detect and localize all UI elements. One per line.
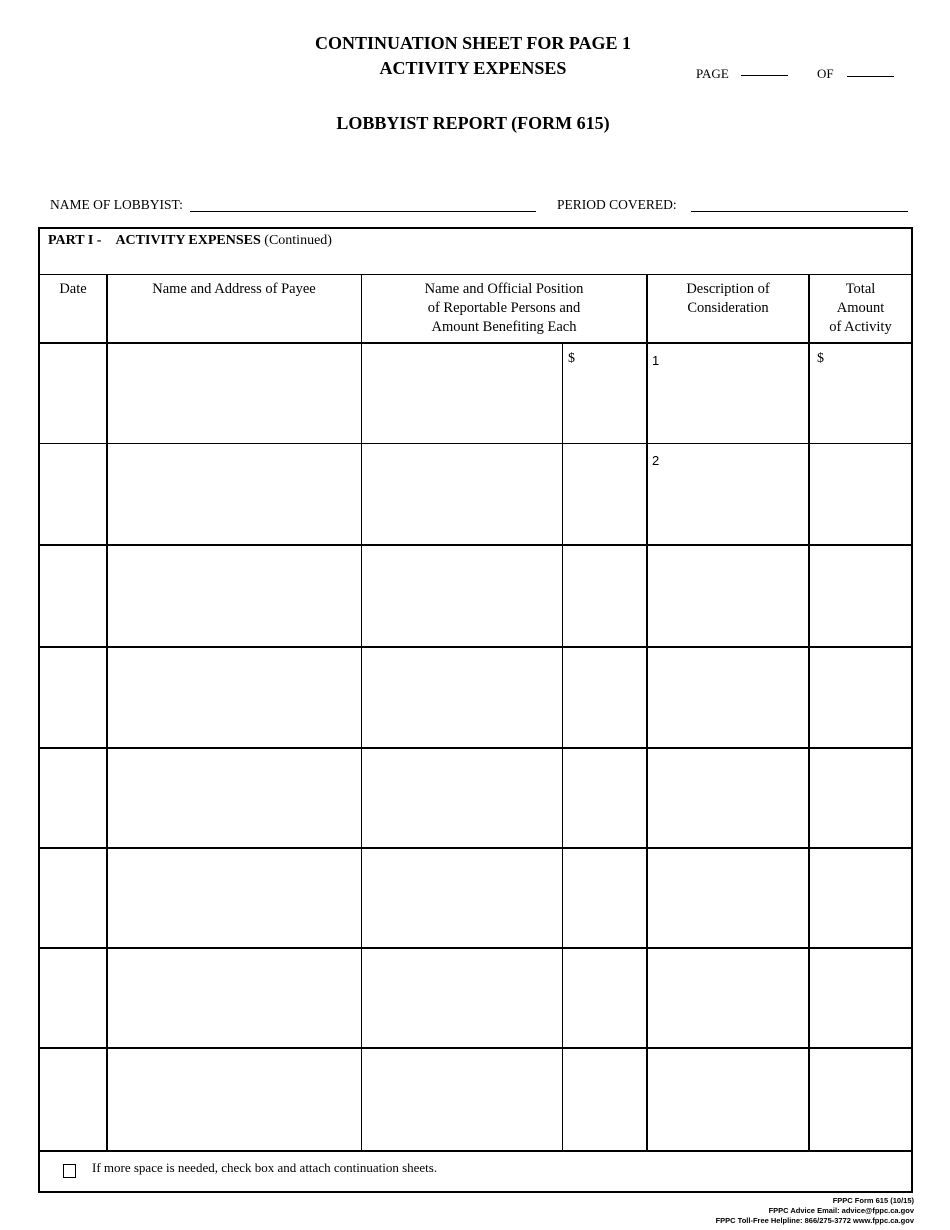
divider bbox=[38, 847, 913, 849]
divider bbox=[38, 947, 913, 949]
period-covered-label: PERIOD COVERED: bbox=[557, 197, 677, 212]
divider bbox=[38, 342, 913, 344]
footer-advice-email: FPPC Advice Email: advice@fppc.ca.gov bbox=[768, 1206, 914, 1215]
header-line: Name and Official Position bbox=[424, 281, 584, 297]
divider bbox=[38, 1150, 913, 1152]
continuation-note: If more space is needed, check box and attach continuation sheets. bbox=[92, 1160, 438, 1175]
lobbyist-name-label: NAME OF LOBBYIST: bbox=[50, 197, 183, 212]
column-header-date: Date bbox=[59, 281, 87, 297]
page-total-field[interactable] bbox=[847, 76, 894, 77]
form-title-line2: ACTIVITY EXPENSES bbox=[379, 58, 567, 78]
consideration-number-2: 2 bbox=[652, 453, 660, 468]
form-footer bbox=[716, 1196, 914, 1226]
header-line: Description of bbox=[686, 281, 770, 297]
divider bbox=[38, 1047, 913, 1049]
divider bbox=[38, 646, 913, 648]
part-heading bbox=[48, 233, 332, 249]
divider bbox=[38, 274, 913, 275]
page-number-field[interactable] bbox=[741, 75, 788, 76]
header-line: of Reportable Persons and bbox=[427, 300, 581, 316]
divider bbox=[38, 747, 913, 749]
column-header-description bbox=[648, 280, 808, 318]
form-title-line3: LOBBYIST REPORT (FORM 615) bbox=[336, 113, 610, 133]
lobbyist-name-field[interactable] bbox=[190, 211, 536, 212]
footer-helpline: FPPC Toll-Free Helpline: 866/275-3772 www.fppc.ca.gov bbox=[715, 1216, 914, 1225]
divider bbox=[38, 544, 913, 546]
column-divider bbox=[562, 342, 563, 1151]
column-divider bbox=[646, 275, 648, 1151]
part-label: PART I - bbox=[48, 233, 102, 248]
column-header-total bbox=[810, 280, 911, 337]
period-covered-field[interactable] bbox=[691, 211, 908, 212]
header-line: Consideration bbox=[687, 300, 769, 316]
total-dollar-sign: $ bbox=[817, 351, 824, 366]
divider bbox=[38, 443, 913, 444]
of-label: OF bbox=[817, 66, 834, 81]
part-title: ACTIVITY EXPENSES bbox=[115, 233, 261, 248]
column-divider bbox=[808, 275, 810, 1151]
column-header-reportable-persons bbox=[362, 280, 646, 337]
column-header-payee: Name and Address of Payee bbox=[152, 281, 316, 297]
header-line: Amount Benefiting Each bbox=[431, 319, 577, 335]
column-divider bbox=[106, 275, 108, 1151]
form-title-line1: CONTINUATION SHEET FOR PAGE 1 bbox=[314, 33, 632, 53]
column-divider bbox=[361, 275, 362, 1151]
header-line: Amount bbox=[836, 300, 885, 316]
part-suffix: (Continued) bbox=[264, 233, 332, 248]
consideration-number-1: 1 bbox=[652, 353, 660, 368]
header-line: Total bbox=[845, 281, 876, 297]
footer-form-id: FPPC Form 615 (10/15) bbox=[832, 1196, 914, 1205]
page-label: PAGE bbox=[696, 66, 729, 81]
continuation-checkbox[interactable] bbox=[63, 1164, 76, 1178]
amount-dollar-sign: $ bbox=[568, 351, 575, 366]
header-line: of Activity bbox=[829, 319, 892, 335]
